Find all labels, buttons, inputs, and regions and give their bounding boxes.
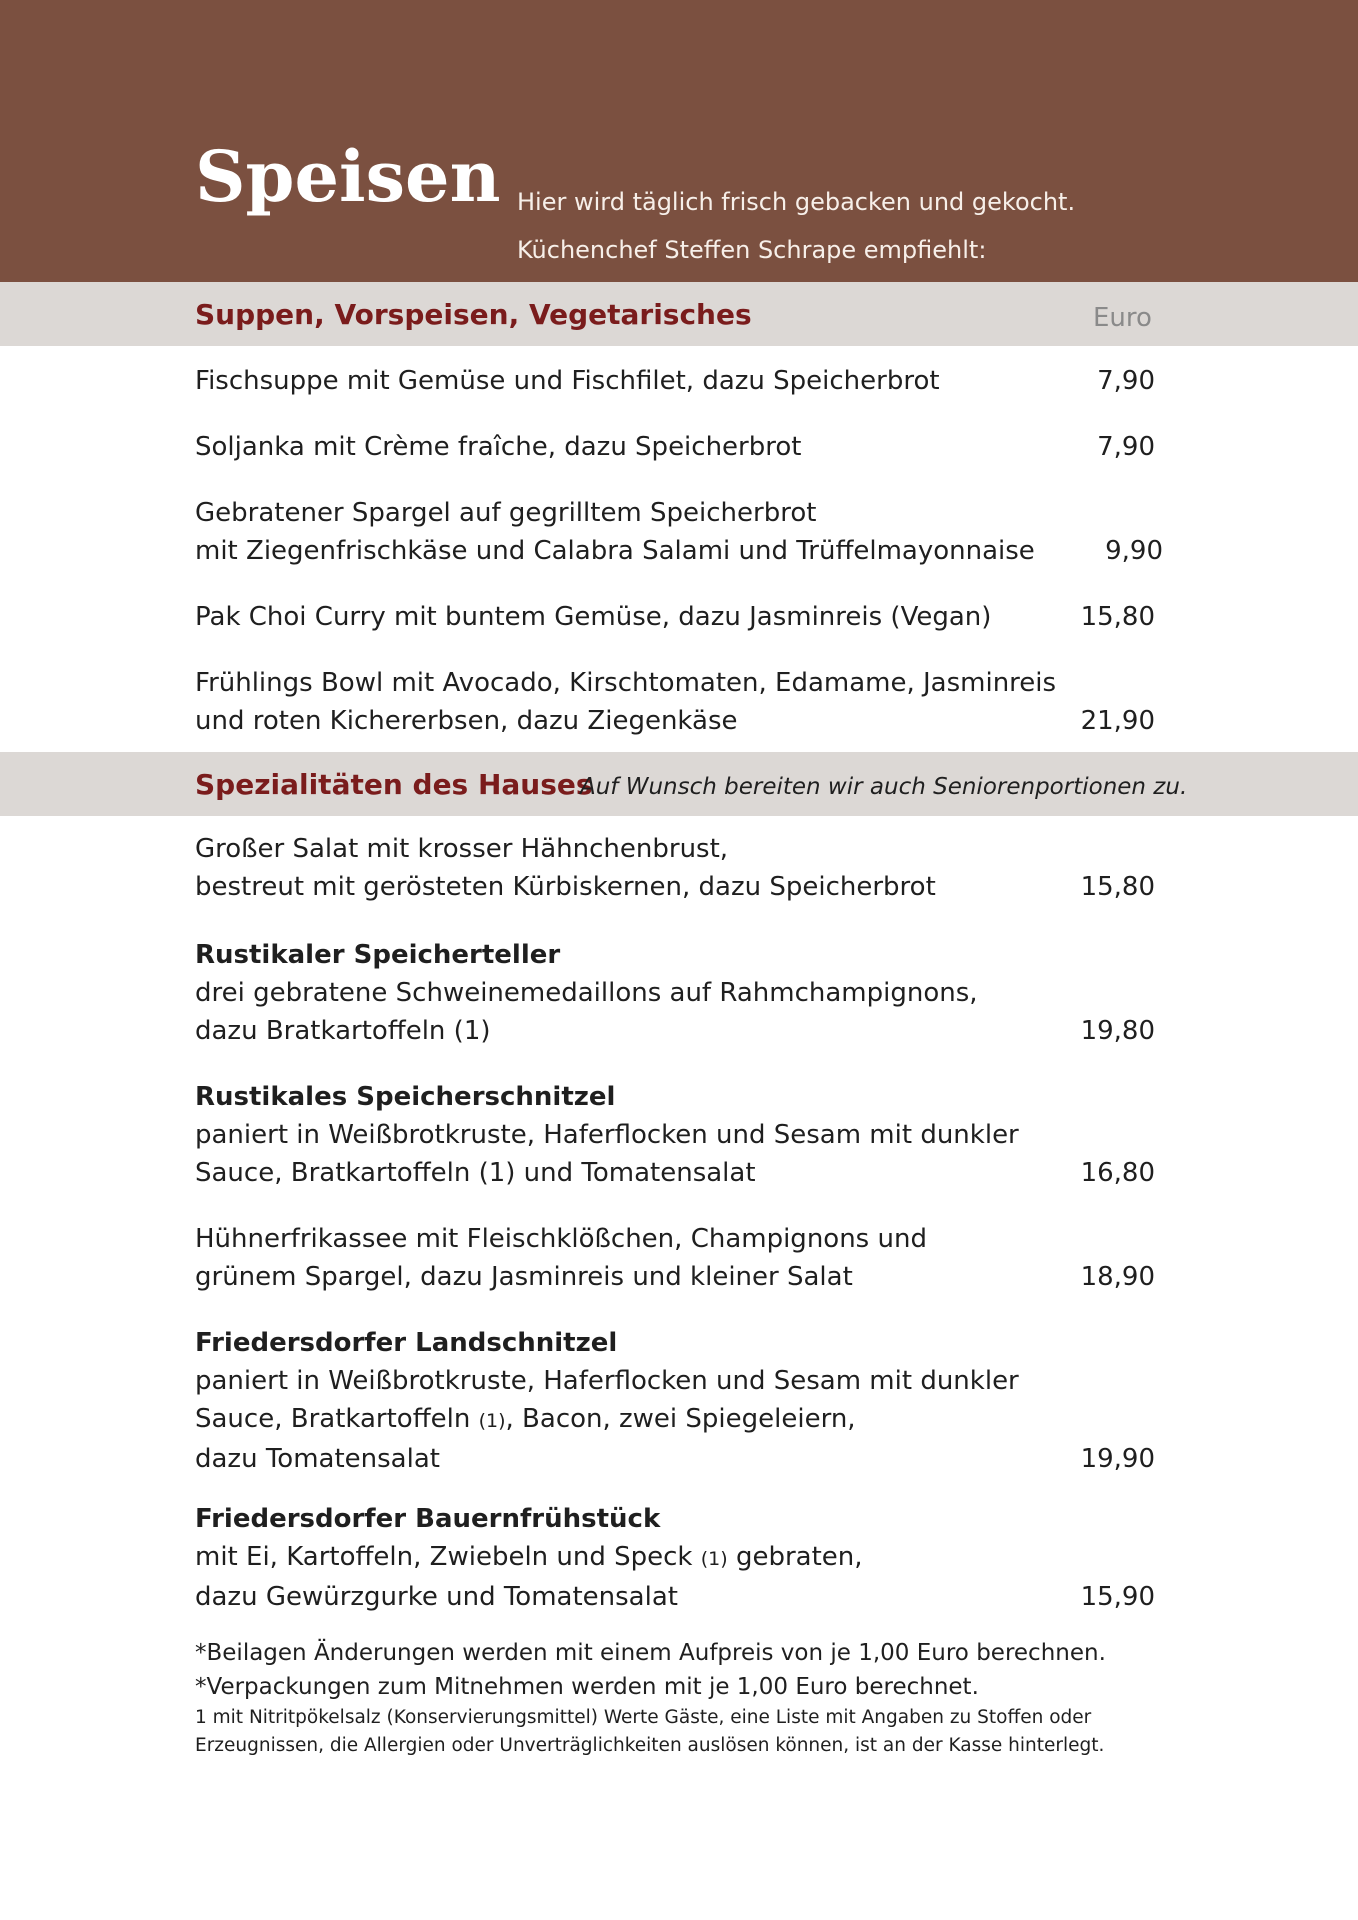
intro-line: Hier wird täglich frisch gebacken und gekocht. <box>517 188 1076 216</box>
item-description: Pak Choi Curry mit buntem Gemüse, dazu Jasminreis (Vegan) <box>195 602 992 632</box>
currency-label: Euro <box>1093 303 1152 333</box>
item-description: drei gebratene Schweinemedaillons auf Rahmchampignons, <box>195 978 978 1008</box>
item-description: Hühnerfrikassee mit Fleischklößchen, Champignons und <box>195 1224 927 1254</box>
allergen-footnote: (1) <box>478 1410 506 1432</box>
menu-header <box>0 0 1358 282</box>
item-price: 7,90 <box>1097 366 1155 396</box>
item-description: bestreut mit gerösteten Kürbiskernen, dazu Speicherbrot <box>195 872 936 902</box>
item-description: dazu Tomatensalat <box>195 1444 440 1474</box>
footnotes <box>195 1636 1195 1760</box>
footnote-line: *Beilagen Änderungen werden mit einem Aufpreis von je 1,00 Euro berechnen. <box>195 1640 1106 1666</box>
item-description: paniert in Weißbrotkruste, Haferflocken und Sesam mit dunkler <box>195 1120 1019 1150</box>
item-price: 9,90 <box>1105 536 1163 566</box>
item-price: 19,80 <box>1080 1016 1155 1046</box>
item-text: gebraten, <box>727 1542 863 1572</box>
item-description <box>195 1538 1195 1578</box>
menu-item <box>195 664 1195 740</box>
item-description: Soljanka mit Crème fraîche, dazu Speicherbrot <box>195 432 802 462</box>
item-price: 16,80 <box>1080 1158 1155 1188</box>
item-price: 15,80 <box>1080 602 1155 632</box>
item-description <box>195 1400 1195 1440</box>
header-intro <box>517 178 1075 274</box>
item-price: 21,90 <box>1080 706 1155 736</box>
item-description: mit Ziegenfrischkäse und Calabra Salami und Trüffelmayonnaise <box>195 536 1035 566</box>
menu-item <box>195 362 1195 400</box>
footnote-line: Erzeugnissen, die Allergien oder Unverträglichkeiten auslösen können, ist an der Kasse hinterlegt. <box>195 1735 1105 1756</box>
item-price: 18,90 <box>1080 1262 1155 1292</box>
item-description: dazu Bratkartoffeln (1) <box>195 1016 491 1046</box>
footnote-line: 1 mit Nitritpökelsalz (Konservierungsmittel) Werte Gäste, eine Liste mit Angaben zu Stoffen oder <box>195 1707 1092 1728</box>
footnote-line: *Verpackungen zum Mitnehmen werden mit je 1,00 Euro berechnet. <box>195 1674 979 1700</box>
item-name: Friedersdorfer Bauernfrühstück <box>195 1504 661 1534</box>
item-price: 7,90 <box>1097 432 1155 462</box>
item-description: Großer Salat mit krosser Hähnchenbrust, <box>195 834 729 864</box>
item-description: Sauce, Bratkartoffeln (1) und Tomatensalat <box>195 1158 756 1188</box>
item-name: Rustikales Speicherschnitzel <box>195 1082 616 1112</box>
item-description: grünem Spargel, dazu Jasminreis und kleiner Salat <box>195 1262 853 1292</box>
menu-item <box>195 1078 1195 1192</box>
section-title: Spezialitäten des Hauses <box>195 768 593 801</box>
item-name: Rustikaler Speicherteller <box>195 940 561 970</box>
menu-item <box>195 936 1195 1050</box>
menu-item <box>195 1220 1195 1296</box>
item-price: 19,90 <box>1080 1444 1155 1474</box>
item-description: Fischsuppe mit Gemüse und Fischfilet, dazu Speicherbrot <box>195 366 940 396</box>
menu-item <box>195 1500 1195 1616</box>
item-description: dazu Gewürzgurke und Tomatensalat <box>195 1582 678 1612</box>
item-description: paniert in Weißbrotkruste, Haferflocken und Sesam mit dunkler <box>195 1366 1019 1396</box>
section-header-soups <box>0 282 1358 346</box>
item-price: 15,80 <box>1080 872 1155 902</box>
item-price: 15,90 <box>1080 1582 1155 1612</box>
item-name: Friedersdorfer Landschnitzel <box>195 1328 618 1358</box>
item-text: Sauce, Bratkartoffeln <box>195 1404 479 1434</box>
menu-item <box>195 598 1195 636</box>
item-description: und roten Kichererbsen, dazu Ziegenkäse <box>195 706 738 736</box>
allergen-footnote: (1) <box>700 1548 728 1570</box>
menu-item <box>195 494 1195 570</box>
intro-line: Küchenchef Steffen Schrape empfiehlt: <box>517 236 987 264</box>
section-header-specialties <box>0 752 1358 816</box>
page-title: Speisen <box>195 135 501 218</box>
section-note: Auf Wunsch bereiten wir auch Seniorenportionen zu. <box>580 774 1188 800</box>
item-description: Frühlings Bowl mit Avocado, Kirschtomaten, Edamame, Jasminreis <box>195 668 1057 698</box>
item-text: mit Ei, Kartoffeln, Zwiebeln und Speck <box>195 1542 701 1572</box>
item-description: Gebratener Spargel auf gegrilltem Speicherbrot <box>195 498 817 528</box>
menu-item <box>195 1324 1195 1478</box>
section-title: Suppen, Vorspeisen, Vegetarisches <box>195 298 752 331</box>
item-text: , Bacon, zwei Spiegeleiern, <box>505 1404 856 1434</box>
menu-item <box>195 428 1195 466</box>
menu-item <box>195 830 1195 906</box>
